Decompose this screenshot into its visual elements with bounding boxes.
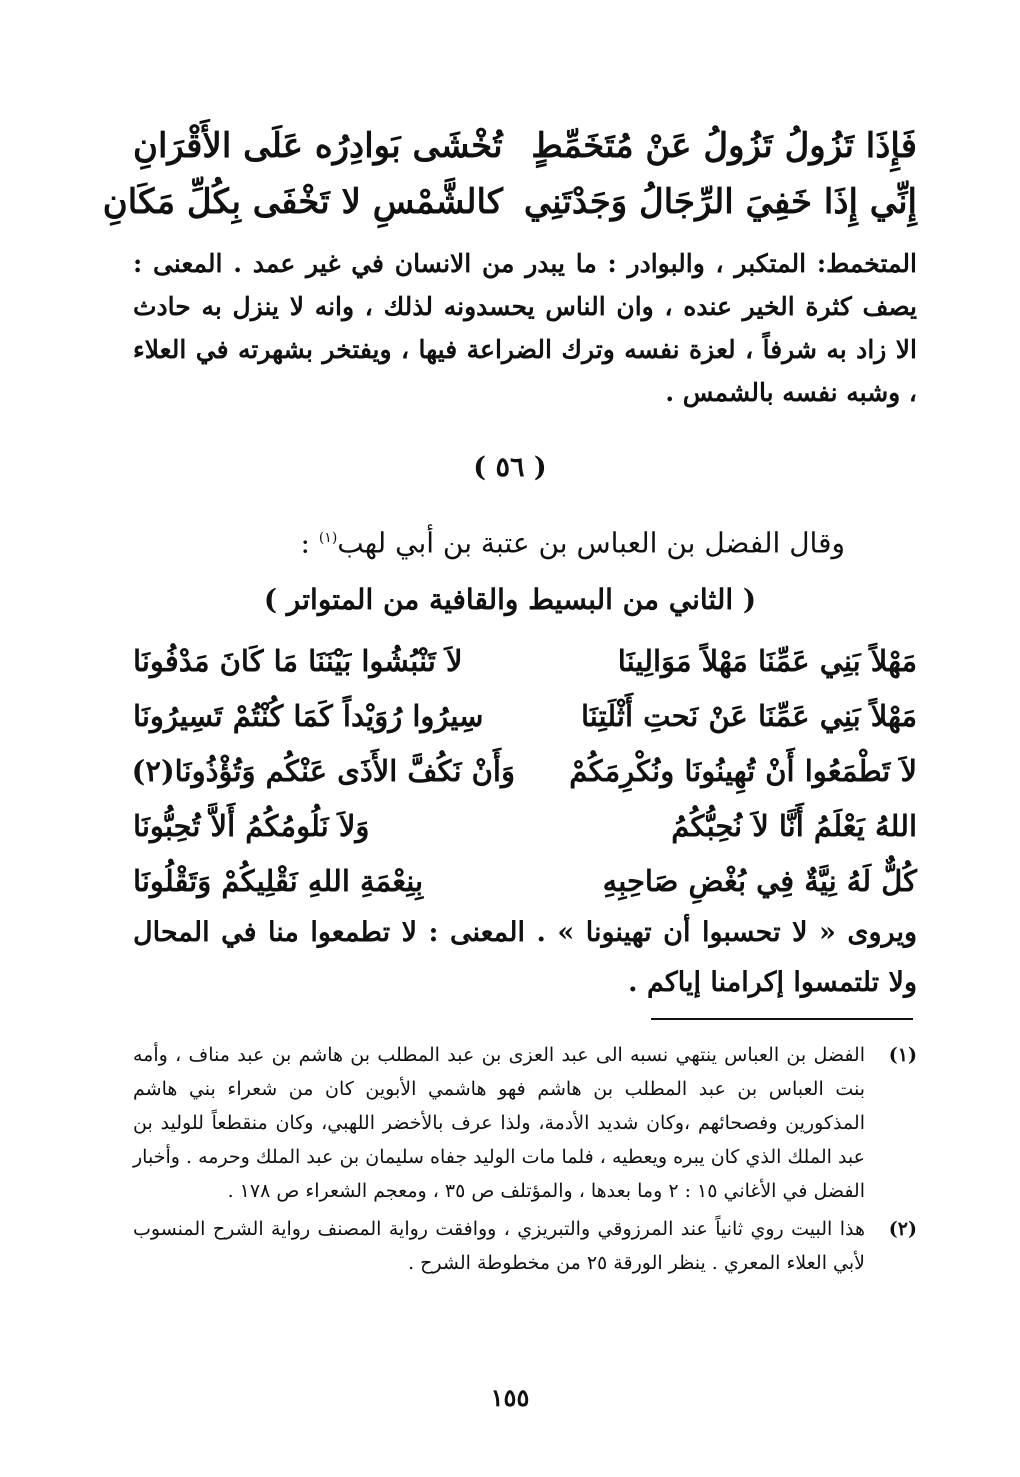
verse-second-hemistich: سِيرُوا رُوَيْداً كَمَا كُنْتُمْ تَسِيرُونَا (133, 699, 484, 733)
footnote-number: (١) (888, 1044, 917, 1066)
verse-line (133, 854, 917, 909)
footnote-reference: (١) (318, 530, 338, 546)
page-number: ١٥٥ (490, 1383, 530, 1412)
verse-second-hemistich: لاَ تَنْبُشُوا بَيْنَنَا مَا كَانَ مَدْفُونَا (133, 644, 463, 678)
footnote-number: (٢) (888, 1218, 917, 1240)
verse-line (102, 174, 917, 230)
footnote-text: هذا البيت روي ثانياً عند المرزوقي والتبريزي ، ووافقت رواية المصنف رواية الشرح المنسوب لأبي العلاء المعري . ينظر الورقة ٢٥ من مخطوطة الشرح . (133, 1218, 865, 1274)
verse-line (133, 744, 917, 799)
poem-intro (145, 518, 845, 563)
commentary-paragraph: المتخمط: المتكبر ، والبوادر : ما يبدر من الانسان في غير عمد . المعنى : يصف كثرة الخير عنده ، وان الناس يحسدونه لذلك ، وانه لا ينزل به حادث الا زاد به شرفاً ، لعزة نفسه وترك الضراعة فيها ، ويفتخر بشهرته في العلاء ، وشبه نفسه بالشمس . (133, 249, 917, 407)
verse-first-hemistich: فَإِذَا تَزُولُ تَزُولُ عَنْ مُتَخَمِّطٍ (531, 126, 917, 166)
intro-text: وقال الفضل بن العباس بن عتبة بن أبي لهب (337, 526, 845, 560)
verse-first-hemistich: مَهْلاً بَنِي عَمِّنَا مَهْلاً مَوَالِينَا (617, 644, 917, 678)
verse-line (133, 118, 917, 174)
meter-heading: ( الثاني من البسيط والقافية من المتواتر ) (263, 583, 757, 616)
verse-line (133, 634, 917, 689)
footnote (133, 1038, 917, 1208)
verse-block-poem (133, 634, 917, 909)
verse-first-hemistich: كُلٌّ لَهُ نِيَّةٌ فِي بُغْضِ صَاحِبِهِ (602, 864, 917, 898)
verse-first-hemistich: مَهْلاً بَنِي عَمِّنَا عَنْ نَحتِ أَثْلَتِنَا (580, 699, 917, 733)
verse-first-hemistich: لاَ تَطْمَعُوا أَنْ تُهِينُونَا ونُكْرِمَكُمْ (569, 754, 917, 788)
commentary-paragraph: ويروى « لا تحسبوا أن تهينونا » . المعنى : لا تطمعوا منا في المحال ولا تلتمسوا إكرامنا إياكم . (133, 917, 917, 998)
verse-first-hemistich: اللهُ يَعْلَمُ أَنَّا لاَ نُحِبُّكُمُ (671, 809, 917, 843)
verse-second-hemistich: وَلاَ نَلُومُكُمُ أَلاَّ تُحِبُّونَا (133, 809, 370, 843)
footnotes-section (133, 1038, 917, 1284)
verse-block-top (102, 118, 917, 230)
footnote-text: الفضل بن العباس ينتهي نسبه الى عبد العزى بن عبد المطلب بن هاشم بن عبد مناف ، وأمه بنت العباس بن عبد المطلب بن هاشم فهو هاشمي الأبوين كان من شعراء بني هاشم المذكورين وفصحائهم ،وكان شديد الأدمة، ولذا عرف بالأخضر اللهبي، وكان منقطعاً للوليد بن عبد الملك الذي كان يبره ويعطيه ، فلما مات الوليد جفاه سليمان بن عبد الملك وحرمه . وأخبار الفضل في الأغاني ١٥ : ٢ وما بعدها ، والمؤتلف ص ٣٥ ، ومعجم الشعراء ص ١٧٨ . (133, 1044, 866, 1202)
verse-second-hemistich: وَأَنْ نَكُفَّ الأَذَى عَنْكُم وَتُؤْذُونَا(٢) (131, 754, 515, 788)
verse-second-hemistich: تُخْشَى بَوادِرُه عَلَى الأَقْرَانِ (133, 126, 503, 166)
verse-second-hemistich: كالشَّمْسِ لا تَخْفَى بِكُلِّ مَكَانِ (102, 182, 503, 222)
verse-line (133, 799, 917, 854)
footnote (133, 1212, 917, 1280)
verse-line (133, 689, 917, 744)
verse-second-hemistich: بِنِعْمَةِ اللهِ نَقْلِيكُمْ وَتَقْلُونَا (133, 864, 424, 898)
intro-colon: : (300, 526, 319, 560)
poem-number-heading: ( ٥٦ ) (473, 452, 547, 483)
verse-first-hemistich: إِنِّي إِذَا خَفِيَ الرِّجَالُ وَجَدْتَنِي (523, 182, 917, 222)
footnote-divider (651, 1018, 913, 1020)
